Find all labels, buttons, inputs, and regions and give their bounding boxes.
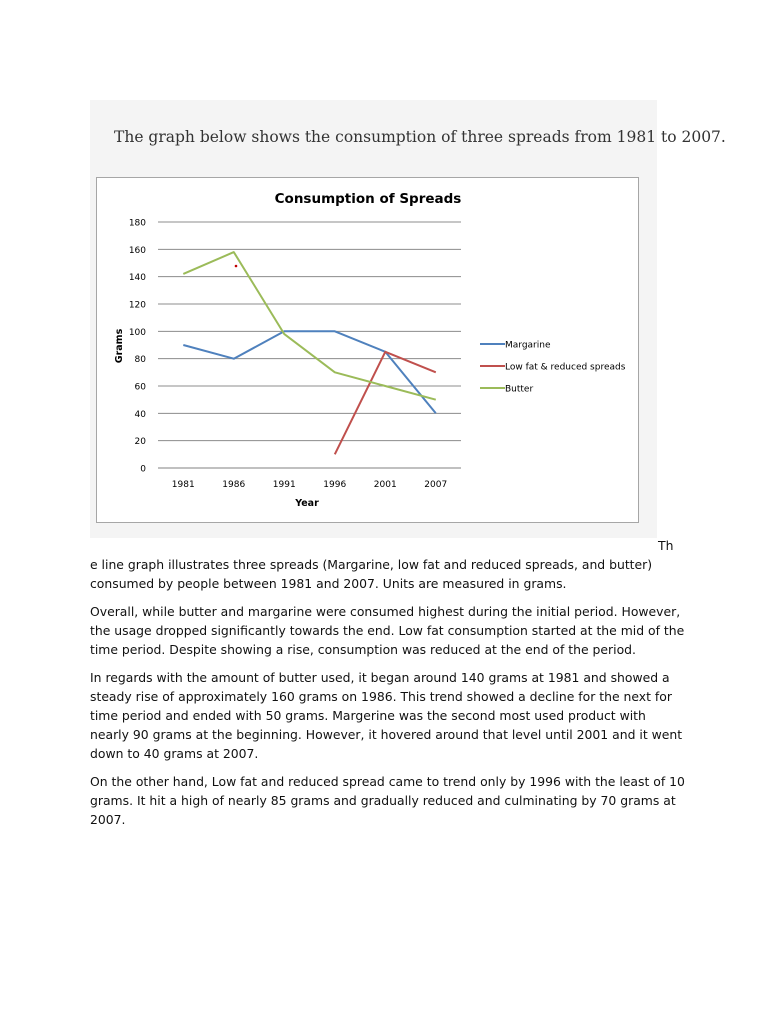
x-tick-label: 1986	[222, 480, 246, 490]
essay-paragraph-3: In regards with the amount of butter used, it began around 140 grams at 1981 and showed a steady rise of approximately 160 grams on 1986. This trend showed a decline for the next for time period and ended with 50 grams. Margerine was the second most used product with nearly 90 grams at the beginning. However, it hovered around that level until 2001 and it went down to 40 grams at 2007.	[90, 670, 683, 761]
y-tick-label: 180	[128, 218, 146, 229]
task-figure	[90, 100, 726, 538]
task-prompt: The graph below shows the consumption of three spreads from 1981 to 2007.	[114, 128, 726, 146]
x-tick-labels	[172, 480, 447, 490]
gridlines	[158, 222, 461, 468]
x-tick-label: 2001	[373, 480, 397, 490]
series-lines	[183, 252, 435, 454]
y-tick-label: 20	[134, 437, 146, 448]
y-tick-label: 160	[128, 245, 146, 256]
legend-label: Margarine	[505, 340, 551, 351]
y-tick-label: 80	[134, 355, 146, 366]
essay-body	[90, 555, 686, 838]
chart-title: Consumption of Spreads	[274, 191, 462, 207]
series-line	[183, 252, 435, 400]
essay-first-fragment: Th	[658, 538, 674, 553]
x-tick-label: 1991	[272, 480, 296, 490]
chart-svg	[97, 178, 638, 522]
legend	[480, 341, 626, 395]
x-tick-label: 2007	[424, 480, 448, 490]
y-tick-label: 120	[128, 300, 146, 311]
x-tick-label: 1981	[171, 480, 195, 490]
series-line	[183, 331, 435, 413]
line-chart	[96, 177, 639, 523]
legend-label: Butter	[505, 384, 534, 395]
y-tick-label: 60	[134, 382, 146, 393]
essay-paragraph-1: e line graph illustrates three spreads (Margarine, low fat and reduced spreads, and butter) consumed by people between 1981 and 2007. Units are measured in grams.	[90, 557, 653, 591]
y-axis-label: Grams	[114, 328, 125, 364]
x-axis-label: Year	[295, 498, 319, 509]
essay-paragraph-2: Overall, while butter and margarine were consumed highest during the initial period. However, the usage dropped significantly towards the end. Low fat consumption started at the mid of the time period. Despite showing a rise, consumption was reduced at the end of the period.	[90, 604, 685, 657]
y-tick-label: 140	[128, 273, 146, 284]
x-tick-label: 1996	[323, 480, 347, 490]
y-tick-label: 100	[128, 327, 146, 338]
y-tick-label: 0	[140, 464, 146, 475]
legend-label: Low fat & reduced spreads	[505, 362, 626, 373]
stray-red-dot	[235, 265, 238, 268]
y-tick-labels	[129, 219, 146, 475]
essay-paragraph-4: On the other hand, Low fat and reduced spread came to trend only by 1996 with the least of 10 grams. It hit a high of nearly 85 grams and gradually reduced and culminating by 70 grams at 2007.	[90, 774, 685, 827]
series-line	[335, 352, 436, 455]
y-tick-label: 40	[134, 409, 146, 420]
